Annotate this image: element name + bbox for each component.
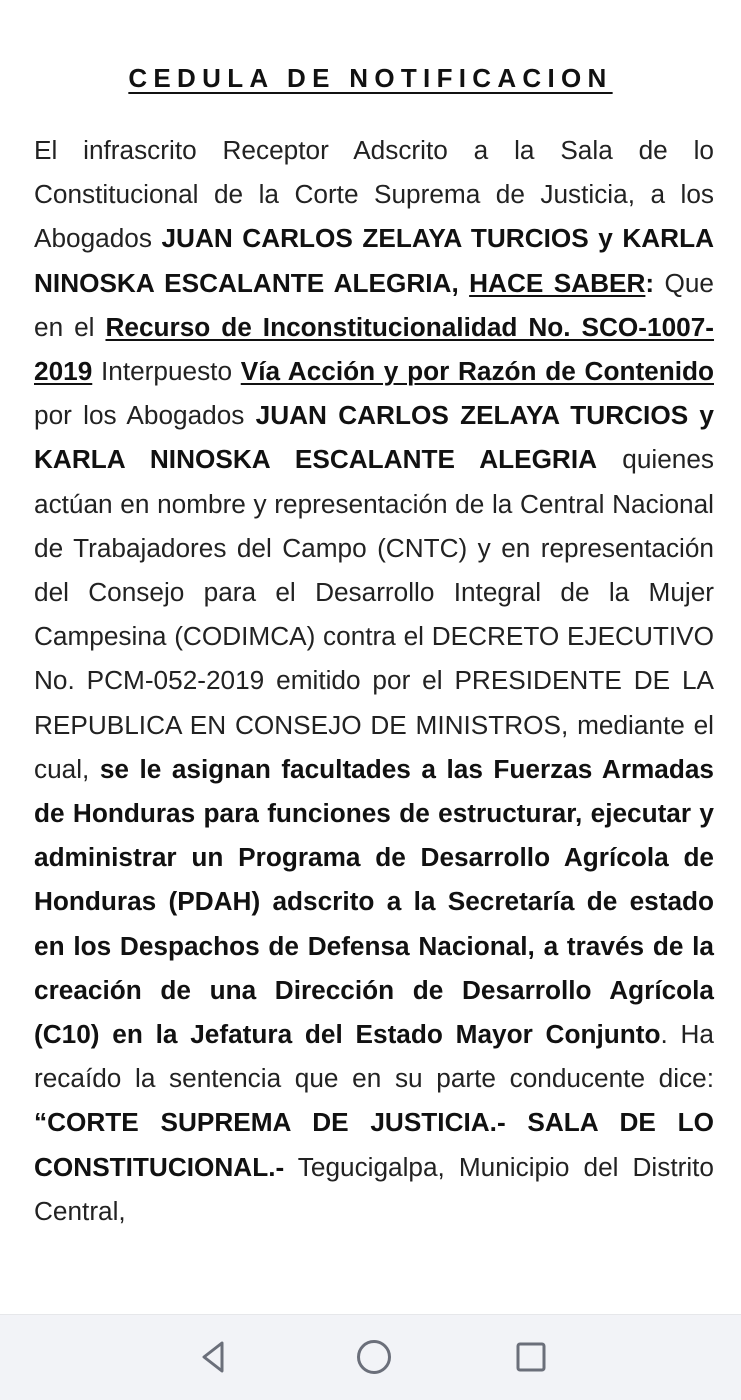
circle-home-icon [354, 1337, 394, 1377]
document-title: CEDULA DE NOTIFICACION [128, 63, 613, 93]
text-segment: Tegucigalpa, Municipio del Distrito Central, [34, 1151, 714, 1226]
text-segment: quienes actúan en nombre y representación de la Central Nacional de Trabajadores del Campo (CNTC) y en representación del Consejo para el Desarrollo Integral de la Mujer Campesina (CODIMCA) contra el DECRETO EJECUTIVO No. PCM-052-2019 emitido por el PRESIDENTE DE LA REPUBLICA EN CONSEJO DE MINISTROS, mediante el cual, [34, 444, 715, 784]
system-navigation-bar [0, 1314, 741, 1400]
text-segment-bold-underlined: Recurso de Inconstitucionalidad No. SCO-1007-2019 [34, 311, 715, 387]
text-segment: Que en el [34, 267, 714, 342]
text-segment-bold: : [645, 267, 665, 298]
text-segment-bold-underlined: HACE SABER [469, 267, 646, 298]
text-segment: . Ha recaído la sentencia que en su parte conducente dice: [34, 1019, 714, 1094]
text-segment: por los Abogados [34, 356, 729, 431]
text-segment-bold-underlined: Vía Acción y por Razón de Contenido [240, 356, 714, 387]
document-body [34, 128, 729, 1233]
back-button[interactable] [192, 1335, 236, 1379]
text-segment: El infrascrito Receptor Adscrito a la Sala de lo Constitucional de la Corte Suprema de Justicia, a los Abogados [34, 135, 714, 254]
text-segment-bold: JUAN CARLOS ZELAYA TURCIOS y KARLA NINOSKA ESCALANTE ALEGRIA [34, 400, 714, 475]
text-segment-bold: “CORTE SUPREMA DE JUSTICIA.- SALA DE LO CONSTITUCIONAL.- [34, 1107, 714, 1182]
square-recent-apps-icon [513, 1339, 549, 1375]
home-button[interactable] [352, 1335, 396, 1379]
text-segment-bold: se le asignan facultades a las Fuerzas Armadas de Honduras para funciones de estructurar, ejecutar y administrar un Programa de Desarrollo Agrícola de Honduras (PDAH) adscrito a la Secretaría de estado en los Despachos de Defensa Nacional, a través de la creación de una Dirección de Desarrollo Agrícola (C10) en la Jefatura del Estado Mayor Conjunto [34, 753, 714, 1050]
text-segment: Interpuesto [92, 356, 241, 387]
triangle-back-icon [196, 1339, 232, 1375]
recent-apps-button[interactable] [509, 1335, 553, 1379]
text-segment-bold: JUAN CARLOS ZELAYA TURCIOS y KARLA NINOSKA ESCALANTE ALEGRIA, [34, 223, 714, 298]
